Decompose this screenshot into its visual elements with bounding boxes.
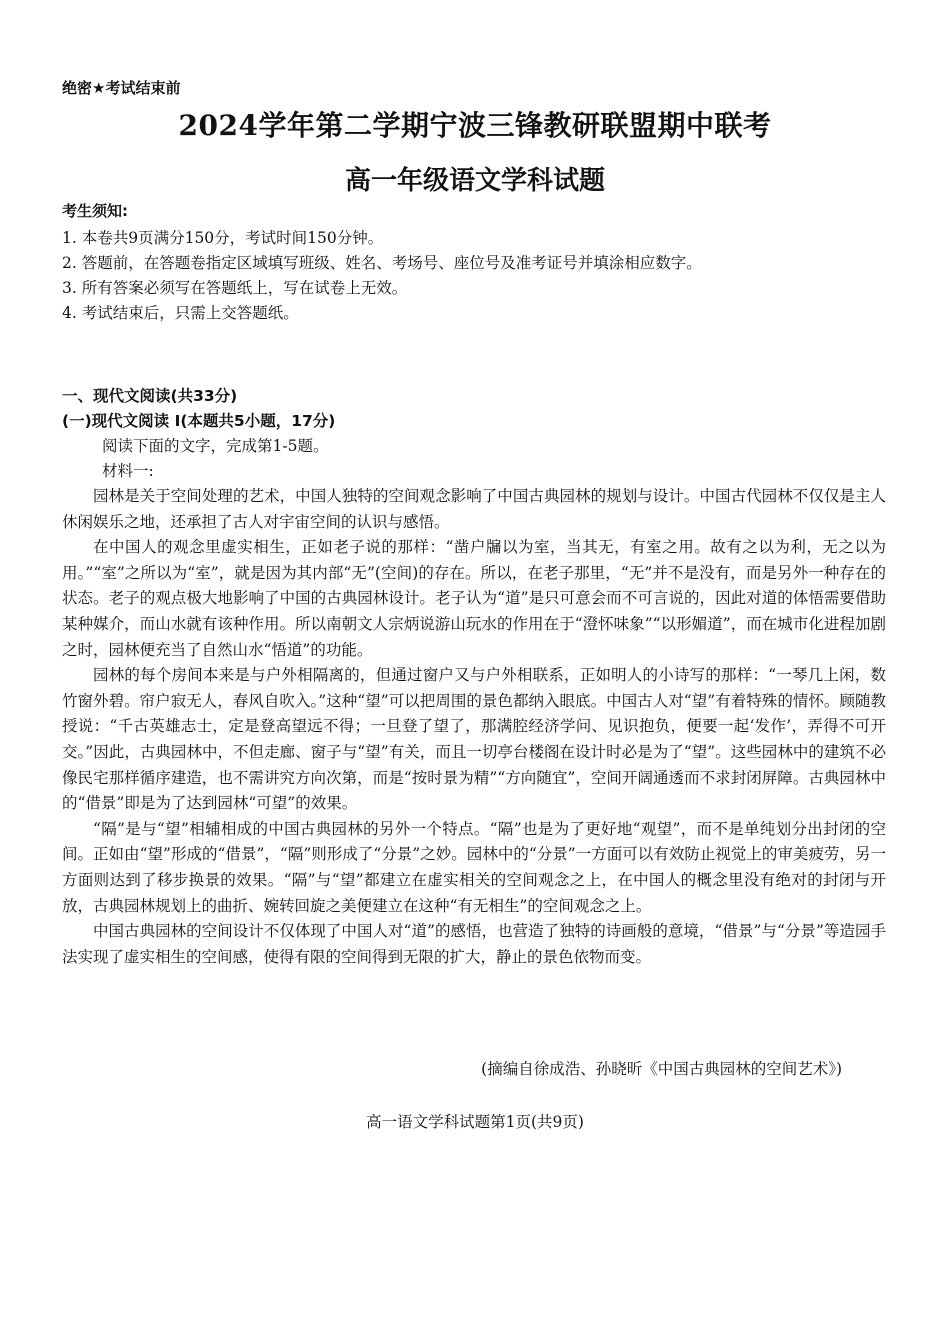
passage-paragraph: 在中国人的观念里虚实相生，正如老子说的那样：“凿户牖以为室，当其无，有室之用。故有之以为利，无之以为用。”“室”之所以为“室”，就是因为其内部“无”(空间)的存在。所以，在老子那里，“无”并不是没有，而是另外一种存在的状态。老子的观点极大地影响了中国的古典园林设计。老子认为“道”是只可意会而不可言说的，因此对道的体悟需要借助某种媒介，而山水就有该种作用。所以南朝文人宗炳说游山玩水的作用在于“澄怀味象”“以形媚道”，而在城市化进程加剧之时，园林便充当了自然山水“悟道”的功能。 xyxy=(62,538,886,659)
notice-heading: 考生须知: xyxy=(62,202,128,220)
passage-source: (摘编自徐成浩、孙晓昕《中国古典园林的空间艺术》) xyxy=(481,1060,842,1078)
passage-paragraph: “隔”是与“望”相辅相成的中国古典园林的另外一个特点。“隔”也是为了更好地“观望”，而不是单纯划分出封闭的空间。正如由“望”形成的“借景”，“隔”则形成了“分景”之妙。园林中的“分景”一方面可以有效防止视觉上的审美疲劳，另一方面则达到了移步换景的效果。“隔”与“望”都建立在虚实相关的空间观念之上，在中国人的概念里没有绝对的封闭与开放，古典园林规划上的曲折、婉转回旋之美便建立在这种“有无相生”的空间观念之上。 xyxy=(62,819,886,915)
passage-paragraph: 园林是关于空间处理的艺术，中国人独特的空间观念影响了中国古典园林的规划与设计。中国古代园林不仅仅是主人休闲娱乐之地，还承担了古人对宇宙空间的认识与感悟。 xyxy=(62,487,886,531)
subsection-heading: (一)现代文阅读 I(本题共5小题，17分) xyxy=(62,412,336,430)
page-footer: 高一语文学科试题第1页(共9页) xyxy=(366,1113,584,1131)
material-label: 材料一: xyxy=(102,462,154,480)
notice-item: 4. 考试结束后，只需上交答题纸。 xyxy=(62,304,299,322)
notice-list xyxy=(62,226,892,326)
exam-subtitle: 高一年级语文学科试题 xyxy=(344,166,605,196)
notice-item: 3. 所有答案必须写在答题纸上，写在试卷上无效。 xyxy=(62,279,408,297)
section-heading: 一、现代文阅读(共33分) xyxy=(62,387,238,405)
passage xyxy=(62,484,886,970)
reading-instruction: 阅读下面的文字，完成第1-5题。 xyxy=(102,437,329,455)
passage-paragraph: 中国古典园林的空间设计不仅体现了中国人对“道”的感悟，也营造了独特的诗画般的意境，“借景”与“分景”等造园手法实现了虚实相生的空间感，使得有限的空间得到无限的扩大，静止的景色依物而变。 xyxy=(62,922,886,966)
passage-paragraph: 园林的每个房间本来是与户外相隔离的，但通过窗户又与户外相联系，正如明人的小诗写的那样：“一琴几上闲，数竹窗外碧。帘户寂无人，春风自吹入。”这种“望”可以把周围的景色都纳入眼底。中国古人对“望”有着特殊的情怀。顾随教授说：“千古英雄志士，定是登高望远不得；一旦登了望了，那满腔经济学问、见识抱负，便要一起‘发作’，弄得不可开交。”因此，古典园林中，不但走廊、窗子与“望”有关，而且一切亭台楼阁在设计时必是为了“望”。这些园林中的建筑不必像民宅那样循序建造，也不需讲究方向次第，而是“按时景为精”“方向随宜”，空间开阔通透而不求封闭屏障。古典园林中的“借景”即是为了达到园林“可望”的效果。 xyxy=(62,666,886,813)
confidential-label: 绝密★考试结束前 xyxy=(62,79,181,97)
notice-item: 1. 本卷共9页满分150分，考试时间150分钟。 xyxy=(62,229,384,247)
exam-title: 2024学年第二学期宁波三锋教研联盟期中联考 xyxy=(178,109,772,142)
notice-item: 2. 答题前，在答题卷指定区域填写班级、姓名、考场号、座位号及准考证号并填涂相应数字。 xyxy=(62,254,702,272)
